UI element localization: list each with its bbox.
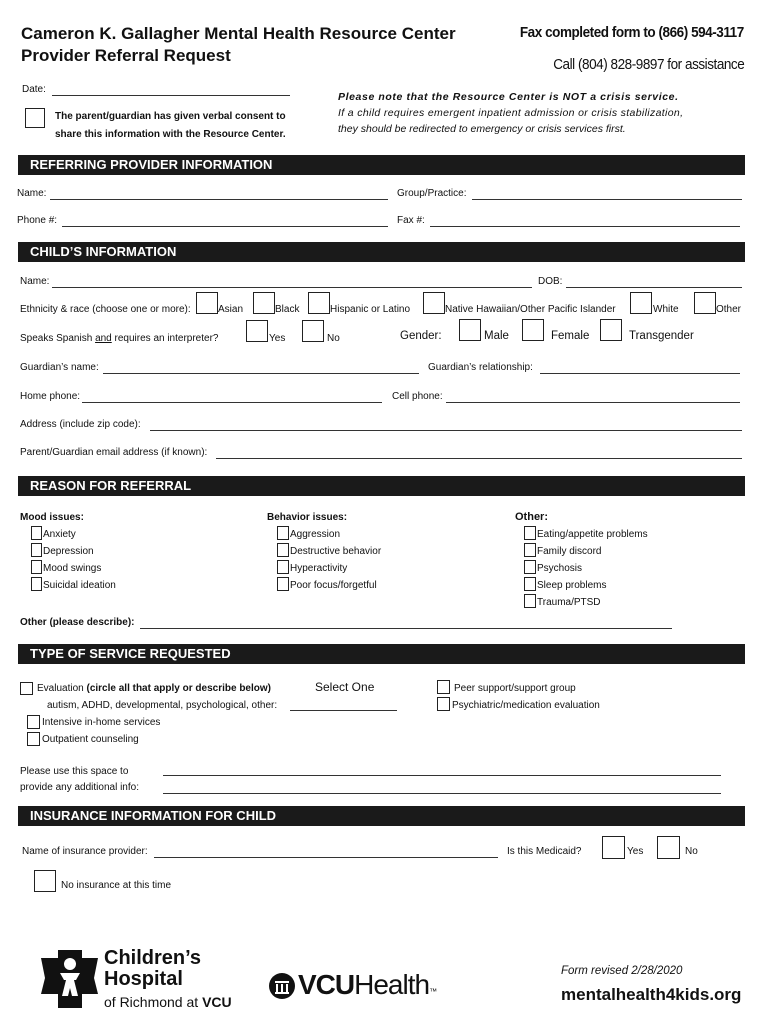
reason-heading: REASON FOR REFERRAL	[18, 476, 745, 496]
chop-name-3: of Richmond at VCU	[104, 994, 232, 1010]
mood-suicidal-checkbox[interactable]	[31, 577, 42, 591]
dob-label: DOB:	[538, 276, 563, 287]
outpatient-checkbox[interactable]	[27, 732, 40, 746]
outpatient-label: Outpatient counseling	[42, 734, 139, 745]
consent-text-2: share this information with the Resource Center.	[55, 129, 286, 140]
behavior-destructive-checkbox[interactable]	[277, 543, 289, 557]
insurance-provider-label: Name of insurance provider:	[22, 846, 148, 857]
medicaid-yes-label: Yes	[627, 846, 644, 857]
insurance-heading: INSURANCE INFORMATION FOR CHILD	[18, 806, 745, 826]
other-eating-checkbox[interactable]	[524, 526, 536, 540]
other-family-discord-label: Family discord	[537, 546, 602, 557]
cell-phone-field[interactable]	[446, 402, 740, 403]
other-eating-label: Eating/appetite problems	[537, 529, 648, 540]
crisis-notice-line-2: If a child requires emergent inpatient admission or crisis stabilization,	[338, 107, 684, 119]
crisis-notice-title: Please note that the Resource Center is NOT a crisis service.	[338, 91, 679, 103]
other-issues-heading: Other:	[515, 511, 548, 523]
select-one-label: Select One	[315, 680, 375, 694]
mood-anxiety-label: Anxiety	[43, 529, 76, 540]
spanish-yes-checkbox[interactable]	[246, 320, 268, 342]
gender-transgender-label: Transgender	[629, 330, 694, 342]
page-title: Cameron K. Gallagher Mental Health Resource Center	[21, 24, 456, 43]
behavior-hyperactivity-checkbox[interactable]	[277, 560, 289, 574]
additional-info-label-2: provide any additional info:	[20, 782, 139, 793]
additional-info-label-1: Please use this space to	[20, 766, 129, 777]
group-practice-label: Group/Practice:	[397, 188, 467, 199]
other-describe-field[interactable]	[140, 628, 672, 629]
provider-name-field[interactable]	[50, 199, 388, 200]
gender-male-checkbox[interactable]	[459, 319, 481, 341]
vcu-seal-icon	[268, 972, 296, 1000]
behavior-hyperactivity-label: Hyperactivity	[290, 563, 348, 574]
other-trauma-checkbox[interactable]	[524, 594, 536, 608]
address-field[interactable]	[150, 430, 742, 431]
additional-info-field-1[interactable]	[163, 775, 721, 776]
ethnicity-asian-label: Asian	[218, 304, 244, 315]
gender-female-label: Female	[551, 330, 590, 342]
spanish-no-checkbox[interactable]	[302, 320, 324, 342]
medicaid-no-label: No	[685, 846, 698, 857]
home-phone-field[interactable]	[82, 402, 382, 403]
behavior-destructive-label: Destructive behavior	[290, 546, 382, 557]
mood-anxiety-checkbox[interactable]	[31, 526, 42, 540]
mood-depression-checkbox[interactable]	[31, 543, 42, 557]
address-label: Address (include zip code):	[20, 419, 141, 430]
medicaid-yes-checkbox[interactable]	[602, 836, 625, 859]
ethnicity-white-checkbox[interactable]	[630, 292, 652, 314]
dob-field[interactable]	[566, 287, 742, 288]
child-name-field[interactable]	[52, 287, 532, 288]
guardian-relationship-field[interactable]	[540, 373, 740, 374]
home-phone-label: Home phone:	[20, 391, 81, 402]
guardian-name-label: Guardian’s name:	[20, 362, 99, 373]
mood-issues-heading: Mood issues:	[20, 512, 84, 523]
page-subtitle: Provider Referral Request	[21, 46, 231, 65]
ethnicity-black-label: Black	[275, 304, 300, 315]
psychiatric-label: Psychiatric/medication evaluation	[452, 700, 600, 711]
referring-provider-heading: REFERRING PROVIDER INFORMATION	[18, 155, 745, 175]
peer-support-checkbox[interactable]	[437, 680, 450, 694]
ethnicity-other-label: Other	[716, 304, 742, 315]
evaluation-sub-label: autism, ADHD, developmental, psychological, other:	[47, 700, 278, 711]
date-label: Date:	[22, 84, 46, 95]
spanish-no-label: No	[327, 333, 340, 344]
mood-suicidal-label: Suicidal ideation	[43, 580, 116, 591]
other-psychosis-checkbox[interactable]	[524, 560, 536, 574]
behavior-poor-focus-checkbox[interactable]	[277, 577, 289, 591]
behavior-aggression-label: Aggression	[290, 529, 341, 540]
mood-swings-label: Mood swings	[43, 563, 102, 574]
behavior-aggression-checkbox[interactable]	[277, 526, 289, 540]
guardian-name-field[interactable]	[103, 373, 419, 374]
gender-male-label: Male	[484, 330, 509, 342]
website-link[interactable]: mentalhealth4kids.org	[561, 985, 742, 1004]
group-practice-field[interactable]	[472, 199, 742, 200]
medicaid-no-checkbox[interactable]	[657, 836, 680, 859]
psychiatric-checkbox[interactable]	[437, 697, 450, 711]
vcu-health-logo: VCUHealth™	[298, 969, 437, 1000]
guardian-relationship-label: Guardian’s relationship:	[428, 362, 533, 373]
fax-instructions: Fax completed form to (866) 594-3117	[520, 24, 744, 41]
ethnicity-asian-checkbox[interactable]	[196, 292, 218, 314]
intensive-label: Intensive in-home services	[42, 717, 161, 728]
ethnicity-white-label: White	[653, 304, 679, 315]
evaluation-label: Evaluation (circle all that apply or describe below)	[37, 683, 271, 694]
consent-checkbox[interactable]	[25, 108, 45, 128]
evaluation-other-field[interactable]	[290, 710, 397, 711]
ethnicity-pacific-islander-label: Native Hawaiian/Other Pacific Islander	[445, 304, 616, 315]
chop-name-1: Children’s	[104, 947, 202, 969]
ethnicity-other-checkbox[interactable]	[694, 292, 716, 314]
gender-transgender-checkbox[interactable]	[600, 319, 622, 341]
service-heading: TYPE OF SERVICE REQUESTED	[18, 644, 745, 664]
other-describe-label: Other (please describe):	[20, 617, 135, 628]
no-insurance-label: No insurance at this time	[61, 880, 172, 891]
child-info-heading: CHILD’S INFORMATION	[18, 242, 745, 262]
ethnicity-pacific-islander-checkbox[interactable]	[423, 292, 445, 314]
peer-support-label: Peer support/support group	[454, 683, 576, 694]
ethnicity-hispanic-checkbox[interactable]	[308, 292, 330, 314]
evaluation-checkbox[interactable]	[20, 682, 33, 695]
behavior-issues-heading: Behavior issues:	[267, 512, 348, 523]
date-field[interactable]	[52, 95, 290, 96]
provider-fax-label: Fax #:	[397, 215, 425, 226]
mood-swings-checkbox[interactable]	[31, 560, 42, 574]
ethnicity-black-checkbox[interactable]	[253, 292, 275, 314]
other-sleep-checkbox[interactable]	[524, 577, 536, 591]
mood-depression-label: Depression	[43, 546, 94, 557]
call-assistance: Call (804) 828-9897 for assistance	[552, 56, 744, 73]
provider-phone-label: Phone #:	[17, 215, 58, 226]
other-psychosis-label: Psychosis	[537, 563, 583, 574]
additional-info-field-2[interactable]	[163, 793, 721, 794]
other-trauma-label: Trauma/PTSD	[537, 597, 601, 608]
gender-female-checkbox[interactable]	[522, 319, 544, 341]
email-field[interactable]	[216, 458, 742, 459]
email-label: Parent/Guardian email address (if known):	[20, 447, 208, 458]
no-insurance-checkbox[interactable]	[34, 870, 56, 892]
spanish-label: Speaks Spanish and requires an interpreter?	[20, 333, 219, 344]
crisis-notice-line-3: they should be redirected to emergency or crisis services first.	[338, 123, 626, 135]
insurance-provider-field[interactable]	[154, 857, 498, 858]
intensive-checkbox[interactable]	[27, 715, 40, 729]
cell-phone-label: Cell phone:	[392, 391, 443, 402]
form-revised-date: Form revised 2/28/2020	[561, 965, 683, 977]
provider-fax-field[interactable]	[430, 226, 740, 227]
ethnicity-label: Ethnicity & race (choose one or more):	[20, 304, 191, 315]
gender-label: Gender:	[400, 330, 442, 342]
behavior-poor-focus-label: Poor focus/forgetful	[290, 580, 377, 591]
ethnicity-hispanic-label: Hispanic or Latino	[330, 304, 411, 315]
provider-name-label: Name:	[17, 188, 47, 199]
chop-logo-icon	[38, 948, 100, 1012]
provider-phone-field[interactable]	[62, 226, 388, 227]
child-name-label: Name:	[20, 276, 50, 287]
other-family-discord-checkbox[interactable]	[524, 543, 536, 557]
medicaid-label: Is this Medicaid?	[507, 846, 582, 857]
consent-text-1: The parent/guardian has given verbal consent to	[55, 111, 286, 122]
chop-name-2: Hospital	[104, 968, 183, 990]
spanish-yes-label: Yes	[269, 333, 286, 344]
other-sleep-label: Sleep problems	[537, 580, 607, 591]
